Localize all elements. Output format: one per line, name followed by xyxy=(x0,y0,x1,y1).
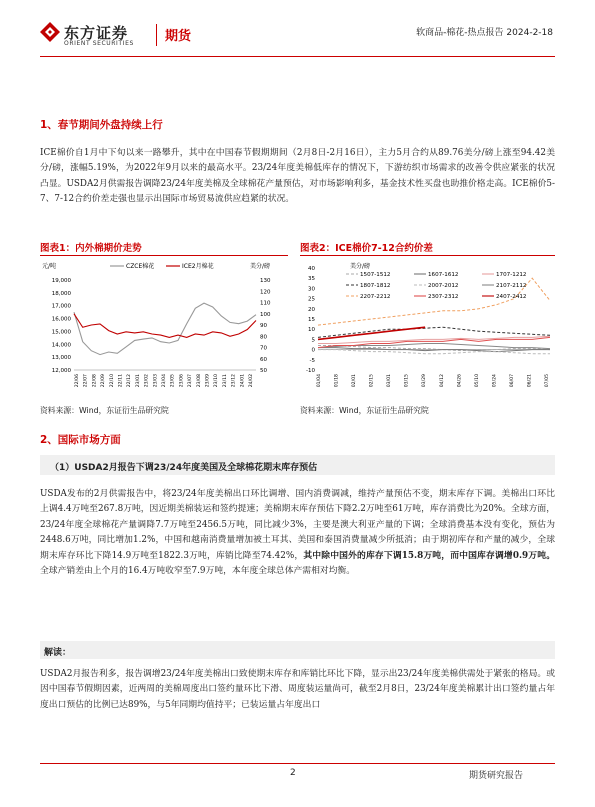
series-line-czce xyxy=(74,303,256,355)
legend-label-2107-2112: 2107-2112 xyxy=(496,283,527,289)
x-tick-label: 03/15 xyxy=(404,374,410,388)
brand-subtitle: 期货 xyxy=(165,29,192,44)
subsection-title: （1）USDA2月报告下调23/24年度美国及全球棉花期末库存预估 xyxy=(50,463,318,473)
legend-label-1807-1812: 1807-1812 xyxy=(360,283,391,289)
x-tick-label: 24/01 xyxy=(240,374,246,388)
x-tick-label: 05/10 xyxy=(474,374,480,388)
figure-1-chart xyxy=(40,258,288,400)
x-tick-label: 22/11 xyxy=(118,374,124,388)
series-line-2107-2112 xyxy=(318,344,550,349)
left-tick-label: 12,000 xyxy=(51,368,71,374)
x-tick-label: 03/01 xyxy=(387,374,393,388)
x-tick-label: 23/08 xyxy=(196,374,202,388)
x-tick-label: 23/07 xyxy=(188,374,194,388)
report-header-info: 软商品-棉花-热点报告 2024-2-18 xyxy=(416,28,553,38)
x-tick-label: 23/06 xyxy=(179,374,185,388)
footer-divider xyxy=(40,763,555,764)
left-tick-label: 15,000 xyxy=(51,329,71,336)
y-tick-label: 40 xyxy=(308,266,315,272)
right-tick-label: 90 xyxy=(260,323,267,329)
brand-divider xyxy=(156,24,157,46)
footer-label: 期货研究报告 xyxy=(468,771,523,781)
paragraph-tail: 全球产销差由上个月的16.4万吨收窄至7.9万吨，本年度全球总体产需相对均衡。 xyxy=(40,566,356,577)
x-tick-label: 01/18 xyxy=(334,374,340,388)
right-tick-label: 120 xyxy=(260,289,271,296)
section-2-paragraph xyxy=(40,487,555,579)
x-tick-label: 24/02 xyxy=(249,374,254,388)
legend-label-1607-1612: 1607-1612 xyxy=(428,272,459,278)
x-tick-label: 23/03 xyxy=(153,374,159,388)
legend-label-1707-1212: 1707-1212 xyxy=(496,272,527,278)
y-tick-label: 10 xyxy=(308,327,315,334)
figure-1-title: 图表1：内外棉期价走势 xyxy=(40,243,142,254)
right-axis-unit: 美分/磅 xyxy=(250,263,271,270)
right-tick-label: 100 xyxy=(260,311,271,318)
header-divider xyxy=(40,56,555,57)
analysis-paragraph: USDA2月报告利多，报告调增23/24年度美棉出口致使期末库存和库销比环比下降，显示出23/24年度美棉供需处于紧张的格局。或因中国春节假期因素，近两周的美棉周度出口签约量环比下滑、周度装运量尚可，截至2月8日，23/24年度美棉累计出口签约量占年度出口预估的比例已达89%，与5年同期均值持平；已装运量占年度出口 xyxy=(40,669,555,710)
x-tick-label: 23/02 xyxy=(144,374,150,388)
x-tick-label: 23/05 xyxy=(170,374,176,388)
section-2-title: 2、国际市场方面 xyxy=(40,434,121,446)
figure-2-chart xyxy=(300,258,555,400)
right-tick-label: 50 xyxy=(260,368,267,374)
x-tick-label: 22/07 xyxy=(83,374,89,388)
left-tick-label: 17,000 xyxy=(51,303,71,310)
x-tick-label: 23/01 xyxy=(135,374,141,388)
x-tick-label: 02/01 xyxy=(352,374,358,388)
figure-2-source: 资料来源：Wind，东证衍生品研究院 xyxy=(300,406,429,415)
x-tick-label: 23/04 xyxy=(162,374,167,388)
brand-name: 东方证券 xyxy=(64,24,129,42)
figure-2-title: 图表2：ICE棉价7-12合约价差 xyxy=(300,243,433,254)
brand-english: ORIENT SECURITIES xyxy=(64,40,134,47)
x-tick-label: 22/08 xyxy=(92,374,98,388)
y-axis-unit: 美分/磅 xyxy=(350,263,371,270)
y-tick-label: 20 xyxy=(308,306,315,313)
legend-label-czce: CZCE棉花 xyxy=(126,263,155,270)
x-tick-label: 23/11 xyxy=(222,374,228,388)
left-tick-label: 19,000 xyxy=(51,278,71,284)
right-tick-label: 110 xyxy=(260,300,271,307)
paragraph-highlight: 其中除中国外的库存下调15.8万吨，而中国库存调增0.9万吨。 xyxy=(303,550,555,561)
x-tick-label: 06/21 xyxy=(527,374,533,388)
x-tick-label: 01/04 xyxy=(317,374,322,388)
x-tick-label: 22/10 xyxy=(109,374,115,388)
left-tick-label: 16,000 xyxy=(51,316,71,323)
x-tick-label: 22/12 xyxy=(127,374,133,388)
right-tick-label: 130 xyxy=(260,278,271,284)
legend-label-ice: ICE2月棉花 xyxy=(182,263,214,270)
series-line-2407-2412 xyxy=(318,327,425,339)
y-tick-label: -10 xyxy=(306,368,315,374)
x-tick-label: 02/15 xyxy=(369,374,375,388)
orient-logo-icon xyxy=(40,22,60,42)
x-tick-label: 03/29 xyxy=(422,374,428,388)
right-tick-label: 70 xyxy=(260,345,267,352)
x-tick-label: 23/10 xyxy=(214,374,220,388)
x-tick-label: 22/06 xyxy=(75,374,80,388)
x-tick-label: 06/07 xyxy=(509,374,515,388)
section-1-title: 1、春节期间外盘持续上行 xyxy=(40,119,163,131)
y-tick-label: 5 xyxy=(311,337,315,344)
left-tick-label: 14,000 xyxy=(51,342,71,349)
y-tick-label: 30 xyxy=(308,286,315,293)
legend-label-2207-2212: 2207-2212 xyxy=(360,294,391,300)
left-tick-label: 13,000 xyxy=(51,355,71,362)
x-tick-label: 23/09 xyxy=(205,374,211,388)
figure-1-source: 资料来源：Wind，东证衍生品研究院 xyxy=(40,406,169,415)
right-tick-label: 60 xyxy=(260,356,267,363)
section-1-paragraph: ICE棉价自1月中下旬以来一路攀升，其中在中国春节假期期间（2月8日-2月16日），主力5月合约从89.76美分/磅上涨至94.42美分/磅，涨幅5.19%，为2022年9月以来的最高水平。23/24年度美棉低库存的情况下，下游纺织市场需求的改善令供应紧张的状况凸显。USDA2月供需报告调降23/24年度美棉及全球棉花产量预估，对市场影响利多，基金技术性买盘也助推价格走高。ICE棉价5-7、7-12合约价差走强也显示出国际市场贸易流供应趋紧的状况。 xyxy=(40,148,555,205)
legend-label-1507-1512: 1507-1512 xyxy=(360,272,391,278)
y-tick-label: 0 xyxy=(311,347,315,354)
x-tick-label: 07/05 xyxy=(545,374,550,388)
paragraph-text: USDA发布的2月供需报告中，将23/24年度美棉出口环比调增、国内消费调减，维持产量预估不变，期末库存下调。美棉出口环比上调4.4万吨至267.8万吨，因近期美棉装运和签约提速；美棉期末库存预估下降2.2万吨至61万吨，库存消费比为20%。全球方面，23/24年度全球棉花产量调降7.7万吨至2456.5万吨，同比减少3%，主要是澳大利亚产量的下调；全球消费基本没有变化，预估为2448.6万吨，同比增加1.2%，中国和越南消费量增加被土耳其、美国和泰国消费量减少所抵消；由于期初库存和产量的减少，全球期末库存环比下降14.9万吨至1822.3万吨，库销比降至74.42%， xyxy=(40,489,555,561)
y-tick-label: -5 xyxy=(309,357,315,364)
figure-1-title-rule xyxy=(40,255,288,256)
page-number: 2 xyxy=(290,768,296,778)
analysis-label-bar xyxy=(40,641,555,659)
legend-label-2307-2312: 2307-2312 xyxy=(428,294,459,300)
series-line-ice xyxy=(74,314,256,338)
legend-label-2007-2012: 2007-2012 xyxy=(428,283,459,289)
x-tick-label: 04/26 xyxy=(457,374,463,388)
left-axis-unit: 元/吨 xyxy=(42,263,57,270)
x-tick-label: 23/12 xyxy=(231,374,237,388)
x-tick-label: 05/24 xyxy=(492,374,498,388)
y-tick-label: 25 xyxy=(308,296,315,303)
legend-label-2407-2412: 2407-2412 xyxy=(496,294,527,300)
figure-2-title-rule xyxy=(300,255,555,256)
x-tick-label: 04/12 xyxy=(439,374,445,388)
x-tick-label: 22/09 xyxy=(101,374,107,388)
analysis-label: 解读： xyxy=(44,648,72,658)
y-tick-label: 35 xyxy=(308,276,315,283)
y-tick-label: 15 xyxy=(308,317,315,323)
left-tick-label: 18,000 xyxy=(51,290,71,297)
right-tick-label: 80 xyxy=(260,334,267,341)
